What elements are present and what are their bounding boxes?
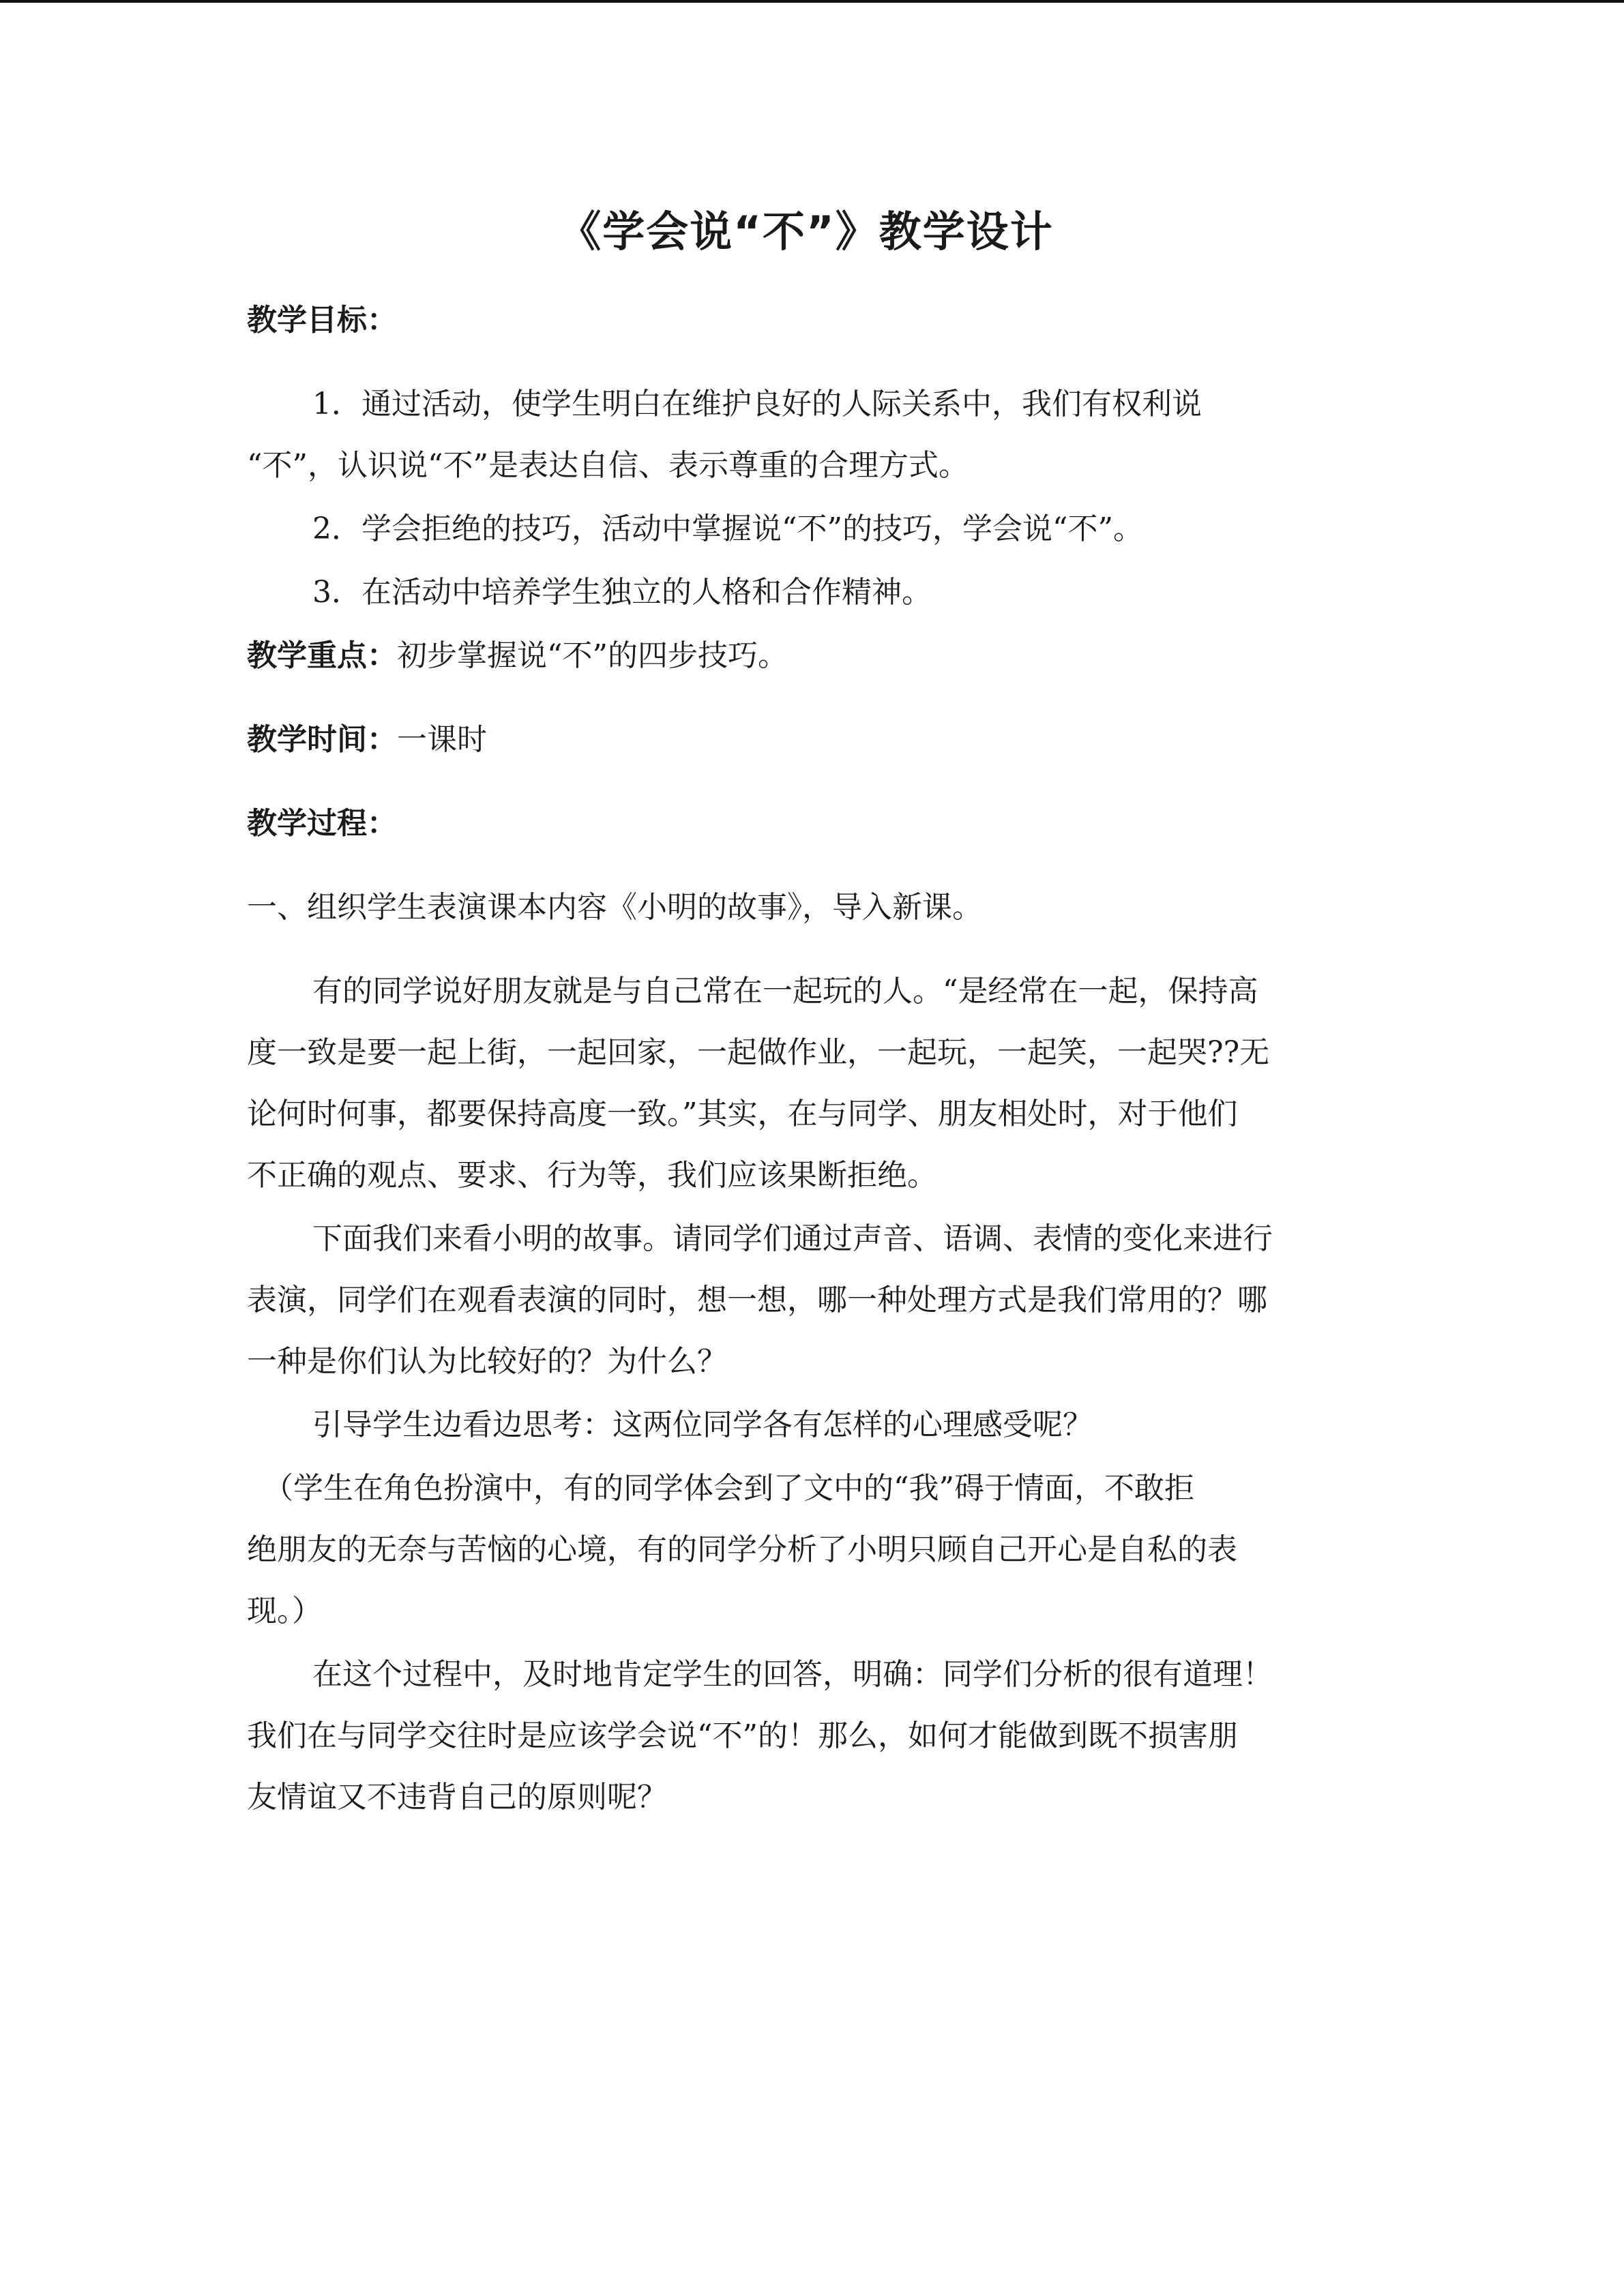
top-border: [0, 0, 1624, 3]
paragraph-4-line-2: 绝朋友的无奈与苦恼的心境，有的同学分析了小明只顾自己开心是自私的表: [247, 1532, 1237, 1567]
objective-1-line-1: 1．通过活动，使学生明白在维护良好的人际关系中，我们有权利说: [312, 387, 1202, 421]
key-point-label: 教学重点：: [247, 638, 397, 673]
paragraph-3-line-1: 引导学生边看边思考：这两位同学各有怎样的心理感受呢？: [312, 1407, 1093, 1442]
duration-label: 教学时间：: [247, 722, 397, 757]
paragraph-5-line-3: 友情谊又不违背自己的原则呢？: [247, 1780, 667, 1815]
objective-item-2: [247, 509, 1365, 550]
paragraph-2: [247, 1219, 1365, 1382]
paragraph-4-line-3: 现。）: [247, 1594, 322, 1628]
paragraph-1-line-3: 论何时何事，都要保持高度一致。”其实，在与同学、朋友相处时，对于他们: [247, 1097, 1238, 1131]
paragraph-5: [247, 1654, 1365, 1818]
paragraph-1: [247, 971, 1365, 1196]
paragraph-5-line-2: 我们在与同学交往时是应该学会说“不”的！那么，如何才能做到既不损害朋: [247, 1718, 1238, 1753]
paragraph-1-line-4: 不正确的观点、要求、行为等，我们应该果断拒绝。: [247, 1158, 937, 1193]
objective-item-1: [247, 384, 1365, 486]
paragraph-4: [247, 1468, 1365, 1632]
document-title: 《学会说“不”》教学设计: [559, 207, 1054, 256]
document-page: [247, 205, 1365, 1840]
key-point-value: 初步掌握说“不”的四步技巧。: [397, 638, 788, 673]
paragraph-2-line-3: 一种是你们认为比较好的？为什么？: [247, 1344, 727, 1379]
objective-3-line-1: 3．在活动中培养学生独立的人格和合作精神。: [312, 575, 932, 610]
objective-item-3: [247, 572, 1365, 613]
paragraph-1-line-2: 度一致是要一起上街，一起回家，一起做作业，一起玩，一起笑，一起哭??无: [247, 1035, 1270, 1070]
objectives-heading: 教学目标：: [247, 303, 397, 338]
paragraph-3: [247, 1405, 1365, 1446]
paragraph-5-line-1: 在这个过程中，及时地肯定学生的回答，明确：同学们分析的很有道理！: [312, 1657, 1273, 1692]
paragraph-4-line-1: （学生在角色扮演中，有的同学体会到了文中的“我”碍于情面，不敢拒: [263, 1471, 1194, 1506]
duration-value: 一课时: [397, 722, 487, 757]
paragraph-2-line-2: 表演，同学们在观看表演的同时，想一想，哪一种处理方式是我们常用的？哪: [247, 1283, 1267, 1317]
objective-2-line-1: 2．学会拒绝的技巧，活动中掌握说“不”的技巧，学会说“不”。: [312, 511, 1143, 546]
paragraph-2-line-1: 下面我们来看小明的故事。请同学们通过声音、语调、表情的变化来进行: [312, 1221, 1273, 1256]
paragraph-1-line-1: 有的同学说好朋友就是与自己常在一起玩的人。“是经常在一起，保持高: [312, 974, 1258, 1009]
duration: [247, 719, 1365, 760]
process-heading: 教学过程：: [247, 806, 397, 841]
key-point: [247, 636, 1365, 676]
section-1-heading: 一、组织学生表演课本内容《小明的故事》，导入新课。: [247, 890, 982, 925]
objective-1-line-2: “不”，认识说“不”是表达自信、表示尊重的合理方式。: [247, 448, 969, 483]
